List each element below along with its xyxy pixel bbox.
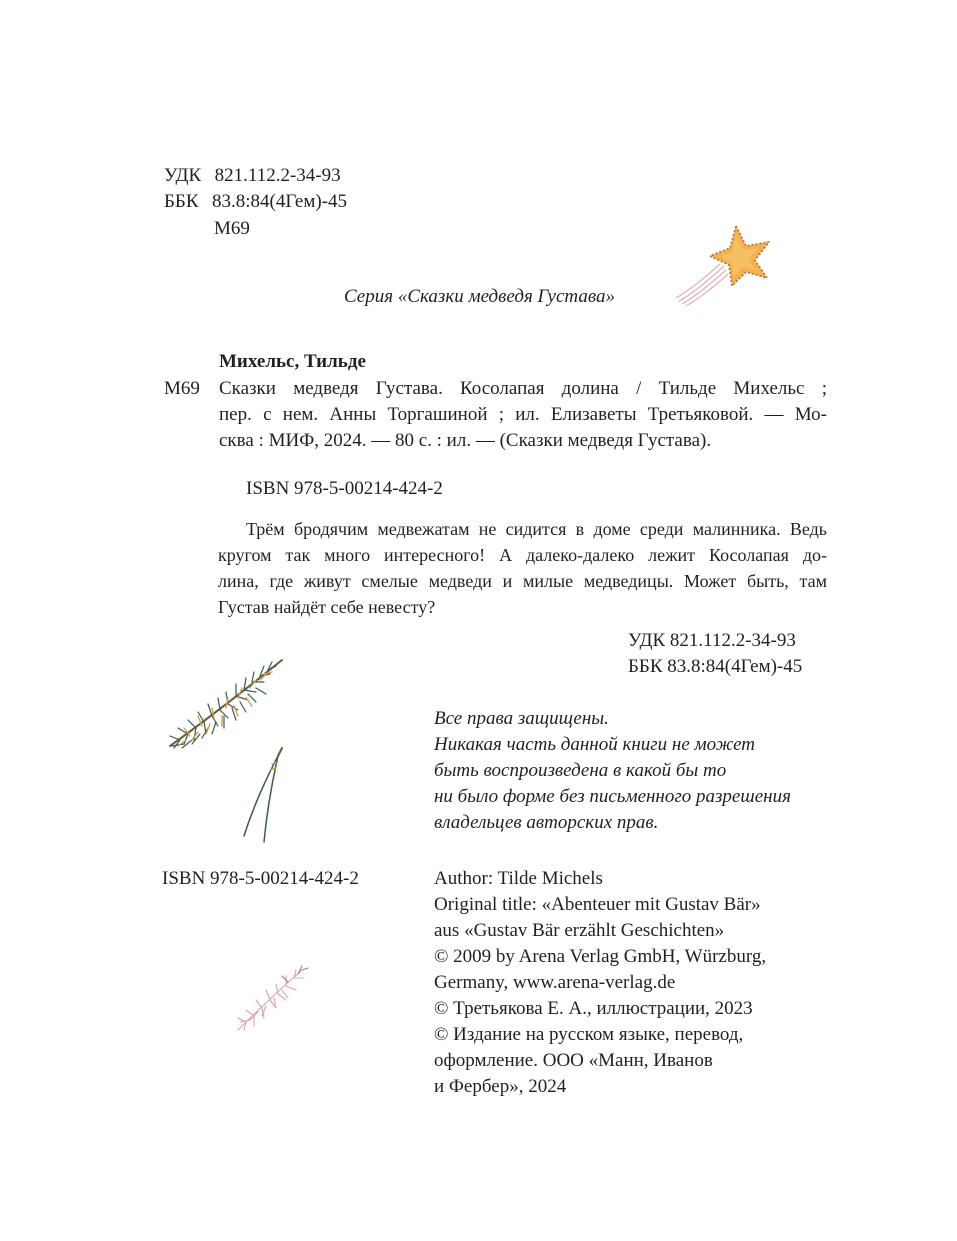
codes-right (628, 628, 802, 680)
rights-line-3: быть воспроизведена в какой бы то (434, 760, 727, 781)
annotation-line-1: Трём бродячим медвежатам не сидится в доме среди малинника. Ведь (246, 519, 827, 539)
annotation-line-4: Густав найдёт себе невесту? (218, 597, 436, 617)
bbk-code: 83.8:84(4Гем)-45 (212, 191, 348, 212)
udk-right: УДК 821.112.2-34-93 (628, 630, 796, 651)
pine-branch-illustration (160, 648, 300, 848)
pine-branch-icon (170, 660, 282, 842)
credit-line: и Фербер», 2024 (434, 1076, 567, 1097)
annotation-line-2: кругом так много интересного! А далеко-далеко лежит Косолапая до- (218, 545, 827, 565)
series-title: Серия «Сказки медведя Густава» (344, 286, 615, 307)
annotation (218, 516, 827, 620)
record-description (219, 376, 827, 402)
rights-line-2: Никакая часть данной книги не может (434, 734, 756, 755)
udk-label: УДК (164, 165, 202, 186)
credit-line: Author: Tilde Michels (434, 868, 603, 889)
credit-line: Original title: «Abenteuer mit Gustav Bär» (434, 894, 761, 915)
bbk-right: ББК 83.8:84(4Гем)-45 (628, 656, 803, 677)
credit-line: Germany, www.arena-verlag.de (434, 972, 676, 993)
credit-line: © Издание на русском языке, перевод, (434, 1024, 744, 1045)
rights-line-5: владельцев авторских прав. (434, 812, 659, 833)
pink-sprig-illustration (228, 960, 318, 1040)
udk-code: 821.112.2-34-93 (214, 165, 341, 186)
isbn-bottom: ISBN 978-5-00214-424-2 (162, 868, 359, 889)
record-line-1: Сказки медведя Густава. Косолапая долина / Тильде Михельс ; (219, 378, 827, 399)
rights-line-1: Все права защищены. (434, 708, 609, 729)
credit-line: © Третьякова Е. А., иллюстрации, 2023 (434, 998, 753, 1019)
record-description-cont (219, 402, 827, 454)
udk-line (164, 163, 341, 189)
sprig-icon (238, 966, 308, 1030)
record-isbn: ISBN 978-5-00214-424-2 (246, 478, 443, 499)
credit-line: © 2009 by Arena Verlag GmbH, Würzburg, (434, 946, 767, 967)
rights-notice (434, 706, 791, 836)
rights-line-4: ни было форме без письменного разрешения (434, 786, 791, 807)
credit-line: оформление. ООО «Манн, Иванов (434, 1050, 713, 1071)
record-author: Михельс, Тильде (219, 351, 366, 372)
star-illustration (668, 220, 788, 310)
record-mark: М69 (164, 378, 200, 399)
bbk-label: ББК (164, 191, 199, 212)
star-trail (676, 264, 728, 306)
author-mark-top: М69 (214, 218, 250, 239)
credits (434, 866, 766, 1100)
bbk-line (164, 189, 347, 215)
annotation-line-3: лина, где живут смелые медведи и милые медведицы. Может быть, там (218, 571, 827, 591)
credit-line: aus «Gustav Bär erzählt Geschichten» (434, 920, 725, 941)
record-line-2: пер. с нем. Анны Торгашиной ; ил. Елизаветы Третьяковой. — Мо- (219, 404, 827, 425)
record-line-3: сква : МИФ, 2024. — 80 с. : ил. — (Сказки медведя Густава). (219, 430, 712, 451)
